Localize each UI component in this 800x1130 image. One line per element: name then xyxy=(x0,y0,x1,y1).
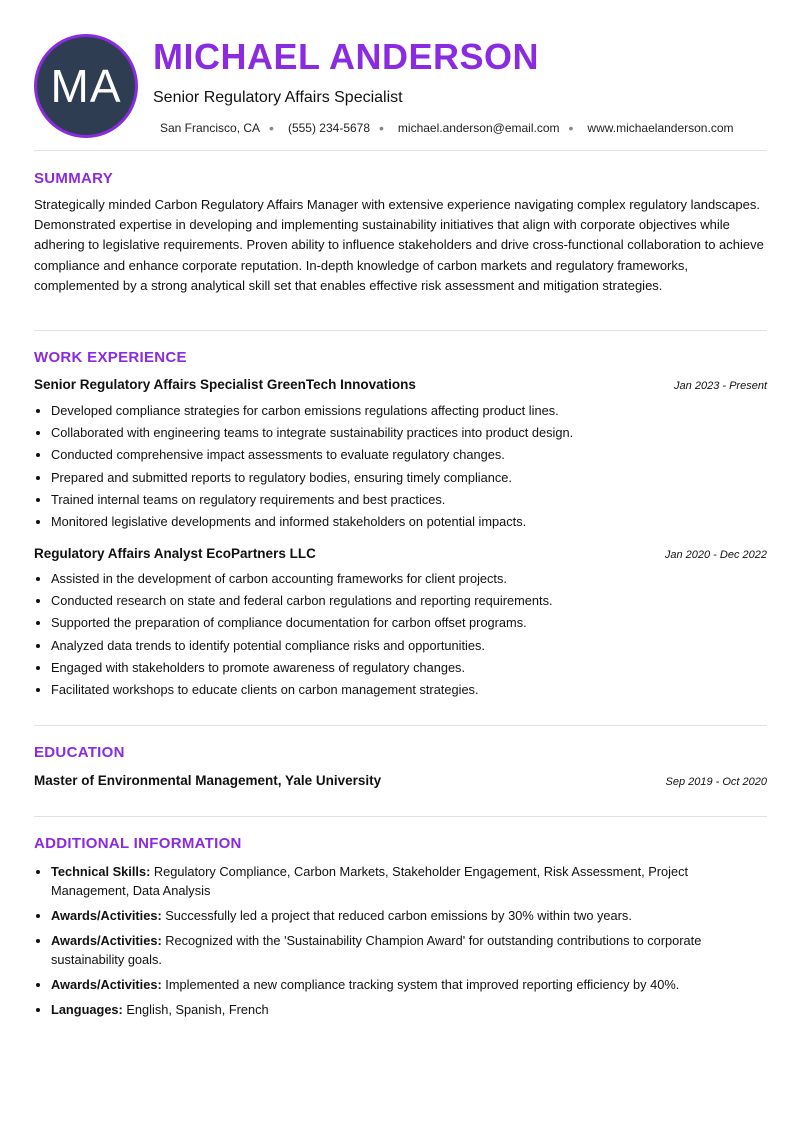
item-label: Languages: xyxy=(51,1002,123,1017)
job-dates: Jan 2020 - Dec 2022 xyxy=(664,549,767,561)
avatar-initials: MA xyxy=(50,60,122,112)
separator-dot-icon: • xyxy=(379,120,384,136)
contact-bar xyxy=(160,120,733,136)
contact-website[interactable]: www.michaelanderson.com xyxy=(587,121,734,135)
list-item xyxy=(51,862,751,900)
list-item: • Facilitated workshops to educate clients on carbon management strategies. xyxy=(51,679,553,701)
job-bullet-list xyxy=(34,568,553,701)
education-heading: EDUCATION xyxy=(34,744,125,761)
job-title: Senior Regulatory Affairs Specialist GreenTech Innovations xyxy=(34,377,416,392)
list-item: • Supported the preparation of compliance documentation for carbon offset programs. xyxy=(51,612,553,634)
item-text: Recognized with the 'Sustainability Champion Award' for outstanding contributions to corporate sustainability goals. xyxy=(51,933,702,967)
list-item: • Analyzed data trends to identify potential compliance risks and opportunities. xyxy=(51,635,553,657)
separator-dot-icon: • xyxy=(568,120,574,136)
work-experience-heading: WORK EXPERIENCE xyxy=(34,349,187,366)
list-item: • Collaborated with engineering teams to integrate sustainability practices into product design. xyxy=(51,422,573,444)
item-text: Implemented a new compliance tracking system that improved reporting efficiency by 40%. xyxy=(161,977,680,992)
job-header xyxy=(34,546,767,561)
contact-location: San Francisco, CA xyxy=(160,121,261,135)
section-divider xyxy=(34,150,767,151)
list-item: • Assisted in the development of carbon accounting frameworks for client projects. xyxy=(51,568,553,590)
education-entry xyxy=(34,773,767,788)
item-label: Technical Skills: xyxy=(51,864,151,879)
list-item: • Trained internal teams on regulatory requirements and best practices. xyxy=(51,489,573,511)
item-text: English, Spanish, French xyxy=(122,1002,269,1017)
candidate-name: MICHAEL ANDERSON xyxy=(153,36,540,77)
contact-email[interactable]: michael.anderson@email.com xyxy=(397,121,560,135)
list-item: • Monitored legislative developments and informed stakeholders on potential impacts. xyxy=(51,511,573,533)
job-header xyxy=(34,377,767,392)
section-divider xyxy=(34,330,767,331)
item-label: Awards/Activities: xyxy=(51,908,162,923)
list-item xyxy=(51,931,751,969)
item-text: Successfully led a project that reduced carbon emissions by 30% within two years. xyxy=(161,908,632,923)
job-headline: Senior Regulatory Affairs Specialist xyxy=(153,89,403,106)
contact-phone[interactable]: (555) 234-5678 xyxy=(287,121,371,135)
education-dates: Sep 2019 - Oct 2020 xyxy=(665,776,767,788)
separator-dot-icon: • xyxy=(269,120,274,136)
list-item: • Prepared and submitted reports to regulatory bodies, ensuring timely compliance. xyxy=(51,467,573,489)
avatar xyxy=(34,34,138,138)
list-item: • Conducted comprehensive impact assessments to evaluate regulatory changes. xyxy=(51,444,573,466)
list-item xyxy=(51,975,751,994)
list-item: • Developed compliance strategies for carbon emissions regulations affecting product lines. xyxy=(51,400,573,422)
summary-heading: SUMMARY xyxy=(34,170,114,187)
item-label: Awards/Activities: xyxy=(51,977,162,992)
job-title: Regulatory Affairs Analyst EcoPartners LLC xyxy=(34,546,316,561)
additional-info-list xyxy=(34,862,751,1025)
section-divider xyxy=(34,816,767,817)
summary-text: Strategically minded Carbon Regulatory Affairs Manager with extensive experience navigating complex regulatory landscapes. Demonstrated expertise in developing and implementing sustainability initiatives that align with corporate objectives while adhering to legislative requirements. Proven ability to influence stakeholders and drive cross-functional collaboration to achieve compliance and enhance corporate reputation. In-depth knowledge of carbon markets and regulatory frameworks, complemented by a strong analytical skill set that enables effective risk assessment and mitigation strategies. xyxy=(34,197,764,293)
item-label: Awards/Activities: xyxy=(51,933,162,948)
additional-info-heading: ADDITIONAL INFORMATION xyxy=(34,835,242,852)
list-item: • Conducted research on state and federal carbon regulations and reporting requirements. xyxy=(51,590,553,612)
degree-title: Master of Environmental Management, Yale University xyxy=(34,773,382,788)
list-item xyxy=(51,906,751,925)
job-dates: Jan 2023 - Present xyxy=(674,380,767,392)
job-bullet-list xyxy=(34,400,573,533)
list-item xyxy=(51,1000,751,1019)
section-divider xyxy=(34,725,767,726)
item-text: Regulatory Compliance, Carbon Markets, Stakeholder Engagement, Risk Assessment, Project Management, Data Analysis xyxy=(51,864,689,898)
list-item: • Engaged with stakeholders to promote awareness of regulatory changes. xyxy=(51,657,553,679)
